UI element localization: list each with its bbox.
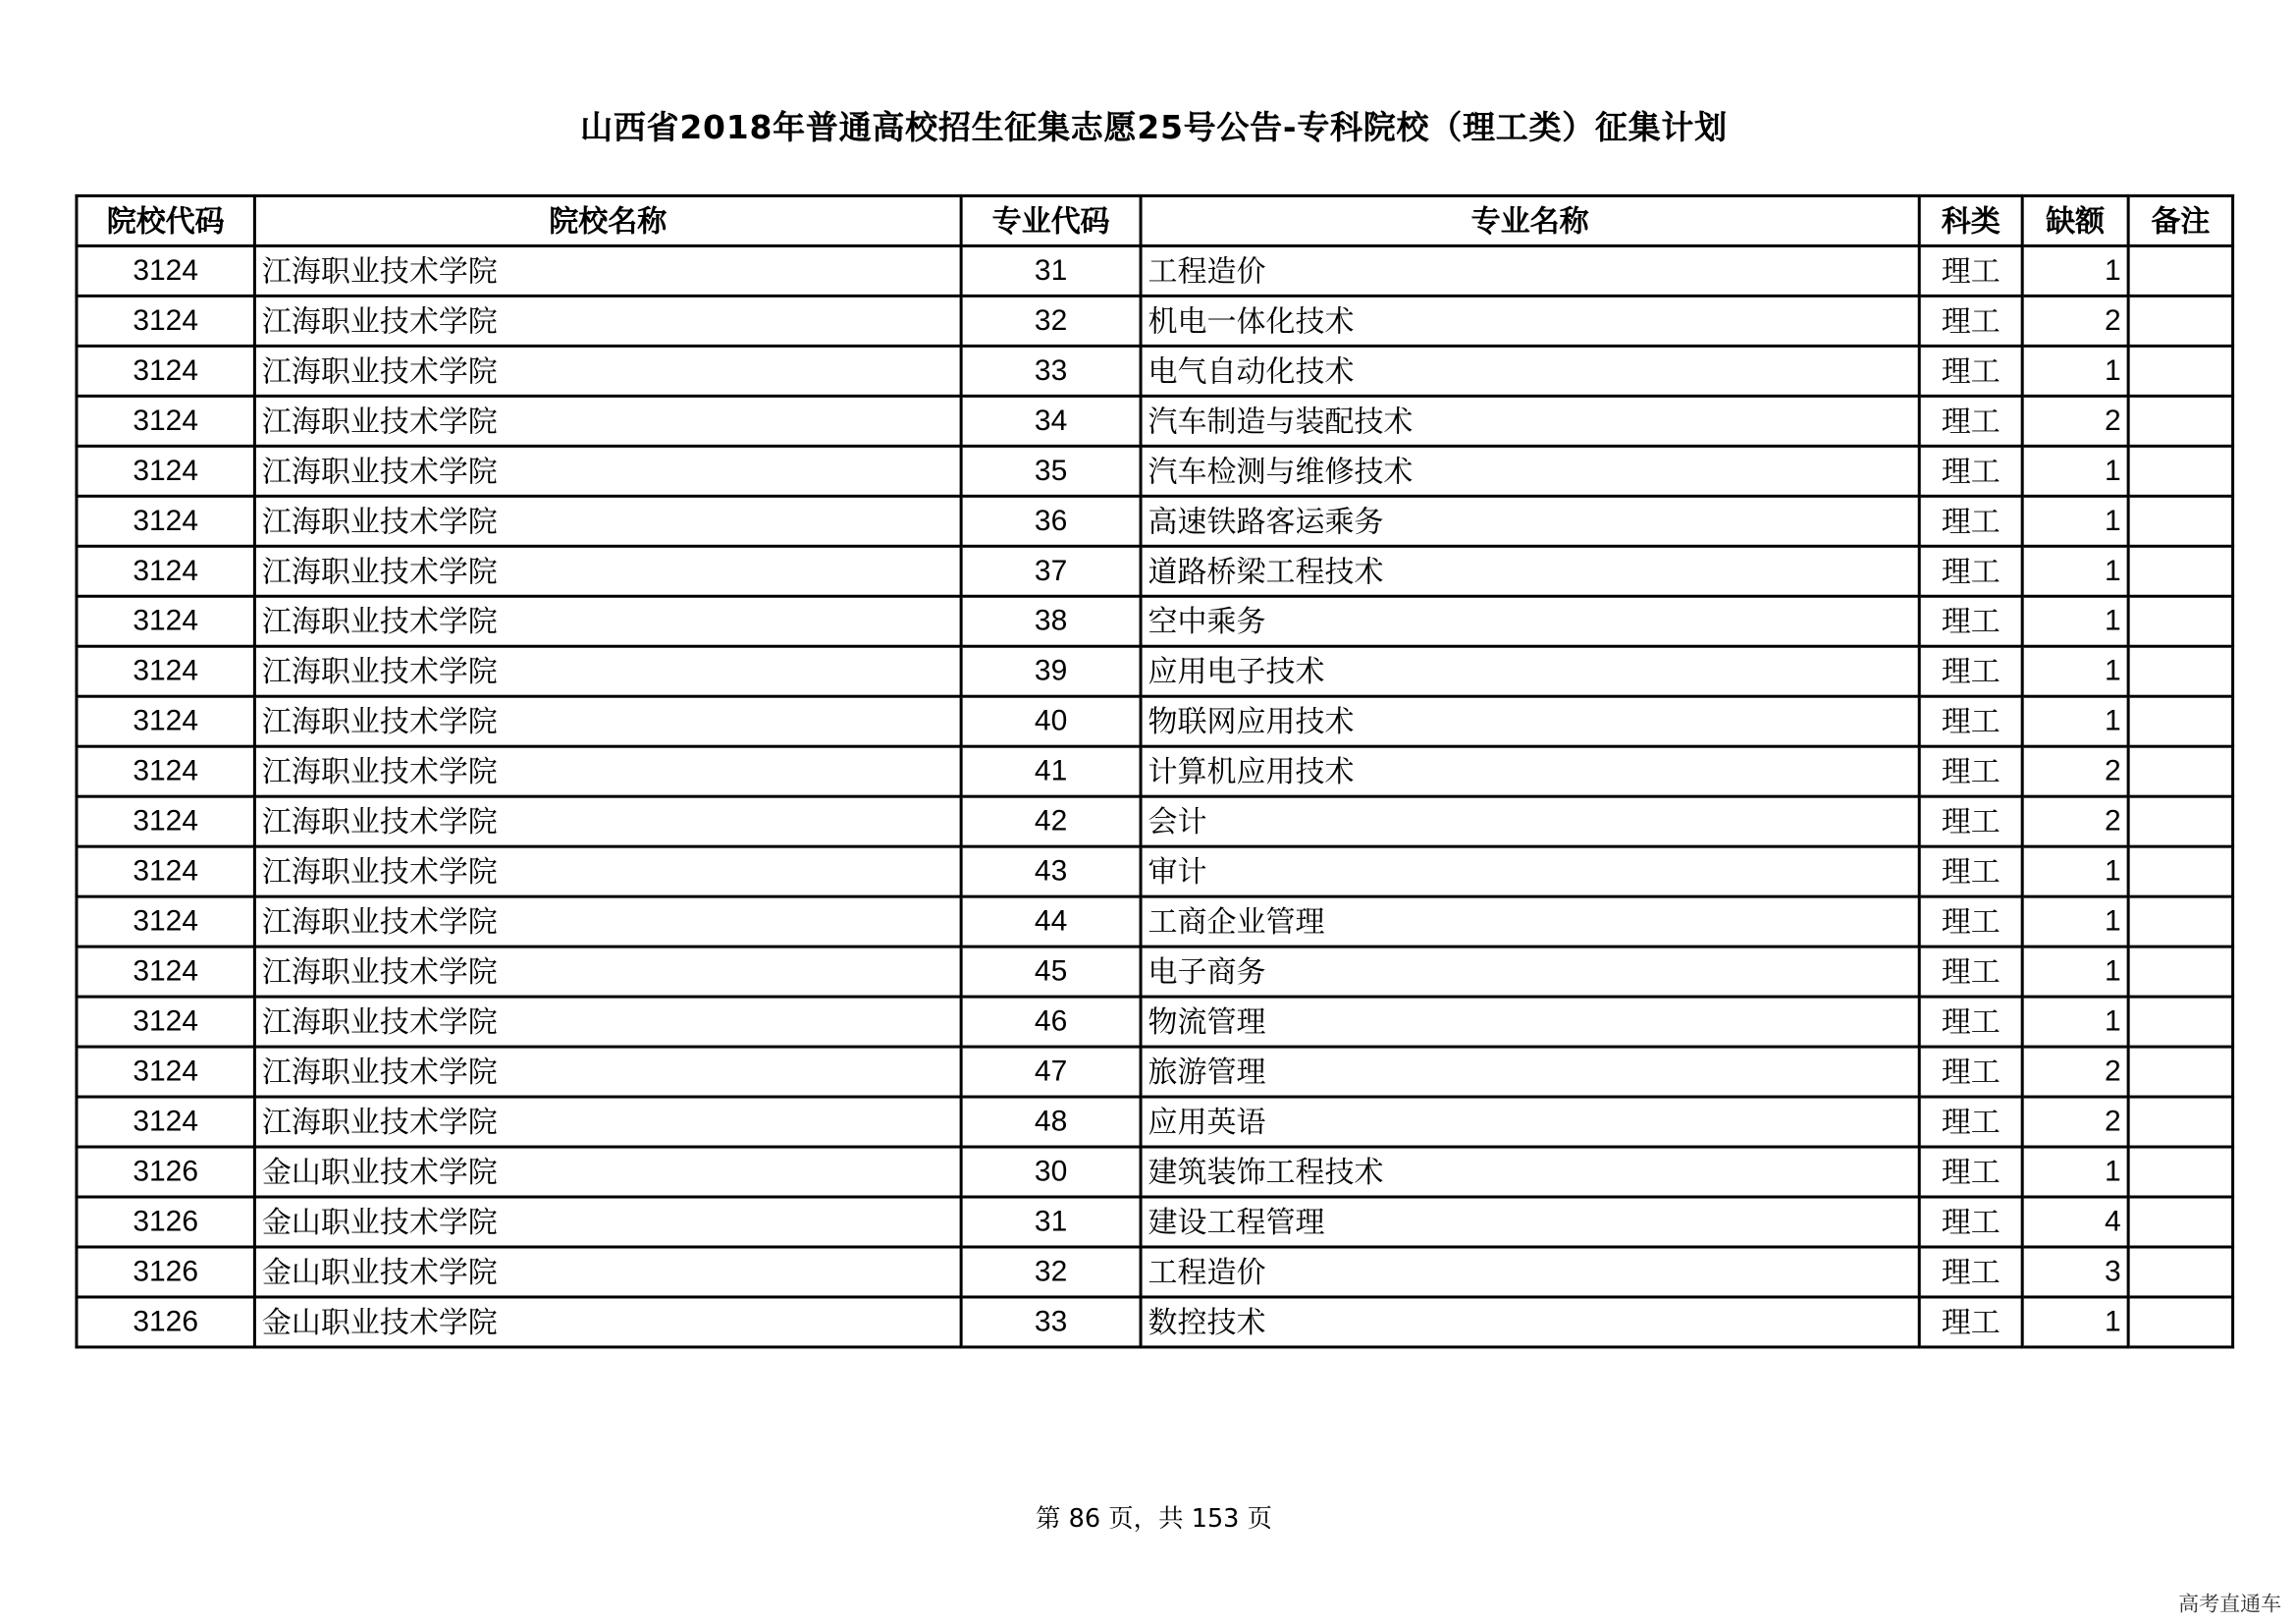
cell-major-code: 44 — [961, 896, 1141, 947]
cell-school-name: 江海职业技术学院 — [254, 646, 961, 696]
cell-major-name: 机电一体化技术 — [1141, 296, 1919, 346]
cell-school-code: 3124 — [77, 846, 254, 896]
header-quota: 缺额 — [2022, 195, 2128, 245]
cell-major-name: 电气自动化技术 — [1141, 346, 1919, 396]
cell-quota: 2 — [2022, 746, 2128, 796]
cell-quota: 1 — [2022, 446, 2128, 496]
cell-category: 理工 — [1919, 746, 2022, 796]
page-title: 山西省2018年普通高校招生征集志愿25号公告-专科院校（理工类）征集计划 — [580, 110, 1728, 147]
header-note: 备注 — [2128, 195, 2232, 245]
cell-major-name: 汽车制造与装配技术 — [1141, 396, 1919, 446]
enrollment-plan-table — [75, 194, 2234, 1349]
table-row — [77, 1147, 2233, 1197]
cell-major-name: 工程造价 — [1141, 1247, 1919, 1297]
cell-category: 理工 — [1919, 446, 2022, 496]
cell-school-name: 江海职业技术学院 — [254, 896, 961, 947]
cell-major-code: 47 — [961, 1047, 1141, 1097]
cell-major-name: 数控技术 — [1141, 1297, 1919, 1347]
cell-major-code: 30 — [961, 1147, 1141, 1197]
cell-note — [2128, 396, 2232, 446]
cell-quota: 1 — [2022, 646, 2128, 696]
cell-school-name: 江海职业技术学院 — [254, 446, 961, 496]
cell-quota: 2 — [2022, 396, 2128, 446]
table-row — [77, 746, 2233, 796]
table-row — [77, 1247, 2233, 1297]
cell-quota: 4 — [2022, 1197, 2128, 1247]
cell-school-name: 江海职业技术学院 — [254, 1097, 961, 1147]
cell-school-name: 江海职业技术学院 — [254, 596, 961, 646]
cell-major-code: 37 — [961, 546, 1141, 596]
cell-note — [2128, 896, 2232, 947]
cell-quota: 1 — [2022, 846, 2128, 896]
cell-note — [2128, 496, 2232, 546]
header-major-name: 专业名称 — [1141, 195, 1919, 245]
cell-major-name: 道路桥梁工程技术 — [1141, 546, 1919, 596]
cell-school-code: 3124 — [77, 546, 254, 596]
cell-major-name: 物联网应用技术 — [1141, 696, 1919, 746]
cell-note — [2128, 1197, 2232, 1247]
cell-quota: 1 — [2022, 997, 2128, 1047]
cell-school-name: 江海职业技术学院 — [254, 245, 961, 296]
cell-school-name: 江海职业技术学院 — [254, 696, 961, 746]
page-footer: 第 86 页，共 153 页 — [1036, 1504, 1272, 1535]
cell-major-name: 高速铁路客运乘务 — [1141, 496, 1919, 546]
header-category: 科类 — [1919, 195, 2022, 245]
cell-major-name: 会计 — [1141, 796, 1919, 846]
cell-school-name: 江海职业技术学院 — [254, 296, 961, 346]
cell-major-code: 31 — [961, 245, 1141, 296]
cell-major-name: 工程造价 — [1141, 245, 1919, 296]
cell-quota: 2 — [2022, 1047, 2128, 1097]
cell-category: 理工 — [1919, 696, 2022, 746]
cell-category: 理工 — [1919, 896, 2022, 947]
cell-school-name: 江海职业技术学院 — [254, 346, 961, 396]
cell-school-code: 3124 — [77, 245, 254, 296]
cell-major-code: 43 — [961, 846, 1141, 896]
table-row — [77, 646, 2233, 696]
table-row — [77, 846, 2233, 896]
cell-school-code: 3124 — [77, 346, 254, 396]
cell-quota: 1 — [2022, 346, 2128, 396]
cell-quota: 1 — [2022, 245, 2128, 296]
cell-major-name: 旅游管理 — [1141, 1047, 1919, 1097]
cell-school-code: 3124 — [77, 896, 254, 947]
cell-major-code: 32 — [961, 296, 1141, 346]
cell-category: 理工 — [1919, 1097, 2022, 1147]
cell-major-code: 48 — [961, 1097, 1141, 1147]
cell-major-code: 45 — [961, 947, 1141, 997]
cell-major-code: 31 — [961, 1197, 1141, 1247]
cell-school-name: 江海职业技术学院 — [254, 396, 961, 446]
table-row — [77, 1197, 2233, 1247]
cell-school-code: 3126 — [77, 1197, 254, 1247]
cell-school-code: 3124 — [77, 1047, 254, 1097]
cell-note — [2128, 997, 2232, 1047]
cell-school-code: 3124 — [77, 596, 254, 646]
cell-note — [2128, 546, 2232, 596]
cell-major-code: 33 — [961, 346, 1141, 396]
cell-quota: 1 — [2022, 1147, 2128, 1197]
table-row — [77, 1097, 2233, 1147]
cell-note — [2128, 1097, 2232, 1147]
cell-school-code: 3124 — [77, 796, 254, 846]
cell-major-name: 应用电子技术 — [1141, 646, 1919, 696]
cell-major-name: 电子商务 — [1141, 947, 1919, 997]
cell-note — [2128, 346, 2232, 396]
cell-quota: 1 — [2022, 546, 2128, 596]
cell-quota: 3 — [2022, 1247, 2128, 1297]
cell-note — [2128, 846, 2232, 896]
cell-note — [2128, 646, 2232, 696]
cell-school-name: 江海职业技术学院 — [254, 997, 961, 1047]
header-major-code: 专业代码 — [961, 195, 1141, 245]
cell-school-name: 江海职业技术学院 — [254, 1047, 961, 1097]
cell-category: 理工 — [1919, 997, 2022, 1047]
table-row — [77, 696, 2233, 746]
table-row — [77, 796, 2233, 846]
cell-school-code: 3126 — [77, 1297, 254, 1347]
cell-note — [2128, 1247, 2232, 1297]
table-row — [77, 596, 2233, 646]
table-row — [77, 997, 2233, 1047]
cell-category: 理工 — [1919, 846, 2022, 896]
cell-school-name: 江海职业技术学院 — [254, 496, 961, 546]
cell-major-code: 32 — [961, 1247, 1141, 1297]
cell-school-code: 3124 — [77, 997, 254, 1047]
cell-note — [2128, 245, 2232, 296]
cell-note — [2128, 296, 2232, 346]
cell-note — [2128, 596, 2232, 646]
cell-major-name: 空中乘务 — [1141, 596, 1919, 646]
cell-major-code: 42 — [961, 796, 1141, 846]
cell-category: 理工 — [1919, 245, 2022, 296]
table-row — [77, 1047, 2233, 1097]
cell-note — [2128, 746, 2232, 796]
cell-school-code: 3124 — [77, 1097, 254, 1147]
cell-school-name: 金山职业技术学院 — [254, 1197, 961, 1247]
cell-school-name: 江海职业技术学院 — [254, 796, 961, 846]
cell-major-name: 物流管理 — [1141, 997, 1919, 1047]
cell-major-code: 38 — [961, 596, 1141, 646]
cell-category: 理工 — [1919, 796, 2022, 846]
cell-school-code: 3124 — [77, 696, 254, 746]
cell-major-name: 计算机应用技术 — [1141, 746, 1919, 796]
table-row — [77, 396, 2233, 446]
cell-note — [2128, 947, 2232, 997]
cell-school-code: 3124 — [77, 296, 254, 346]
cell-category: 理工 — [1919, 1147, 2022, 1197]
table-header-row — [77, 195, 2233, 245]
cell-category: 理工 — [1919, 496, 2022, 546]
cell-category: 理工 — [1919, 1197, 2022, 1247]
cell-major-name: 建设工程管理 — [1141, 1197, 1919, 1247]
cell-school-code: 3126 — [77, 1147, 254, 1197]
cell-quota: 2 — [2022, 796, 2128, 846]
table-row — [77, 496, 2233, 546]
cell-major-code: 36 — [961, 496, 1141, 546]
cell-school-code: 3124 — [77, 947, 254, 997]
cell-school-name: 金山职业技术学院 — [254, 1247, 961, 1297]
cell-category: 理工 — [1919, 296, 2022, 346]
cell-major-code: 46 — [961, 997, 1141, 1047]
cell-category: 理工 — [1919, 1297, 2022, 1347]
header-school-name: 院校名称 — [254, 195, 961, 245]
cell-school-code: 3124 — [77, 496, 254, 546]
cell-category: 理工 — [1919, 1247, 2022, 1297]
cell-major-name: 建筑装饰工程技术 — [1141, 1147, 1919, 1197]
cell-note — [2128, 1047, 2232, 1097]
cell-major-name: 汽车检测与维修技术 — [1141, 446, 1919, 496]
cell-category: 理工 — [1919, 346, 2022, 396]
cell-note — [2128, 796, 2232, 846]
table-row — [77, 546, 2233, 596]
cell-school-name: 江海职业技术学院 — [254, 746, 961, 796]
watermark: 高考直通车 — [2178, 1593, 2282, 1617]
cell-school-name: 金山职业技术学院 — [254, 1297, 961, 1347]
cell-school-code: 3124 — [77, 396, 254, 446]
cell-category: 理工 — [1919, 396, 2022, 446]
cell-note — [2128, 1297, 2232, 1347]
cell-school-name: 江海职业技术学院 — [254, 846, 961, 896]
cell-category: 理工 — [1919, 1047, 2022, 1097]
table-row — [77, 346, 2233, 396]
cell-major-code: 40 — [961, 696, 1141, 746]
cell-note — [2128, 1147, 2232, 1197]
cell-quota: 2 — [2022, 1097, 2128, 1147]
table-row — [77, 296, 2233, 346]
table-body — [77, 245, 2233, 1347]
cell-major-name: 审计 — [1141, 846, 1919, 896]
cell-quota: 1 — [2022, 596, 2128, 646]
cell-major-code: 33 — [961, 1297, 1141, 1347]
cell-major-code: 34 — [961, 396, 1141, 446]
cell-category: 理工 — [1919, 596, 2022, 646]
cell-school-code: 3126 — [77, 1247, 254, 1297]
cell-quota: 1 — [2022, 896, 2128, 947]
cell-major-name: 应用英语 — [1141, 1097, 1919, 1147]
cell-quota: 1 — [2022, 947, 2128, 997]
cell-major-code: 35 — [961, 446, 1141, 496]
cell-school-name: 江海职业技术学院 — [254, 947, 961, 997]
cell-school-code: 3124 — [77, 446, 254, 496]
table-row — [77, 947, 2233, 997]
table-row — [77, 245, 2233, 296]
cell-category: 理工 — [1919, 546, 2022, 596]
cell-quota: 1 — [2022, 696, 2128, 746]
cell-quota: 1 — [2022, 1297, 2128, 1347]
cell-note — [2128, 446, 2232, 496]
cell-school-name: 金山职业技术学院 — [254, 1147, 961, 1197]
cell-note — [2128, 696, 2232, 746]
table-row — [77, 1297, 2233, 1347]
cell-quota: 2 — [2022, 296, 2128, 346]
cell-quota: 1 — [2022, 496, 2128, 546]
cell-major-code: 39 — [961, 646, 1141, 696]
table-row — [77, 446, 2233, 496]
cell-school-name: 江海职业技术学院 — [254, 546, 961, 596]
table-row — [77, 896, 2233, 947]
cell-category: 理工 — [1919, 646, 2022, 696]
header-school-code: 院校代码 — [77, 195, 254, 245]
cell-school-code: 3124 — [77, 746, 254, 796]
cell-school-code: 3124 — [77, 646, 254, 696]
cell-major-code: 41 — [961, 746, 1141, 796]
cell-major-name: 工商企业管理 — [1141, 896, 1919, 947]
cell-category: 理工 — [1919, 947, 2022, 997]
